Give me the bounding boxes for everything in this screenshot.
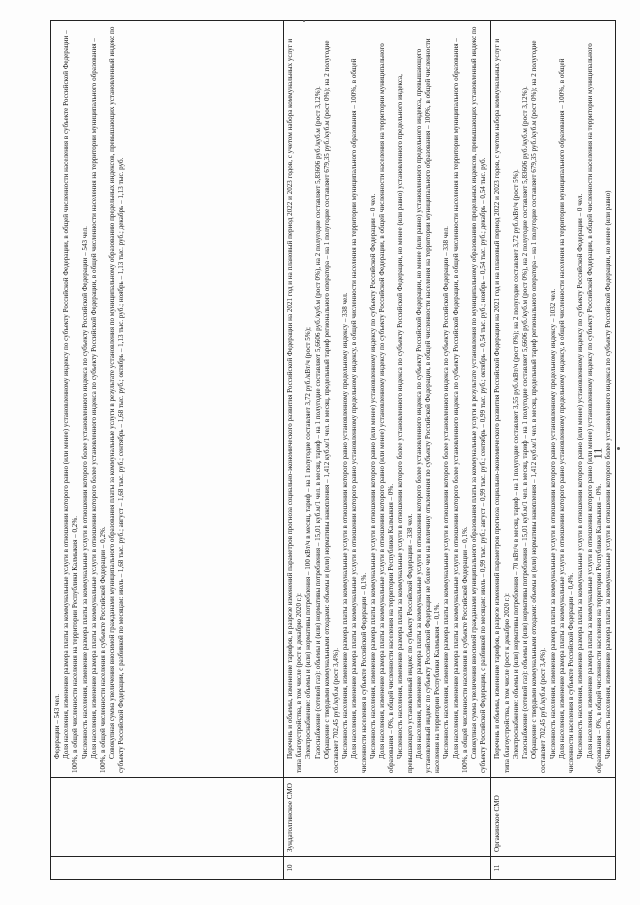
municipality-name	[51, 778, 284, 857]
paragraph: Газоснабжение (сетевой газ): объемы и (или) нормативы потребления – 15,01 куб.м/1 чел. в месяц, тариф – на 1 полугодие составляет 5,6606 руб./куб.м (рост 0%), на 2 полугодие составляет 5,83606 руб./куб.м (рост 3,12%).	[313, 86, 322, 759]
paragraph: Перечень и объемы, изменение тарифов, в разрезе изменений параметров прогноза социально-экономического развития Российской Федерации на 2021 год и на плановый период 2022 и 2023 годов, с учетом набора коммунальных услуг и типа благоустройства, в том числе (рост к декабрю 2020 г.):	[493, 38, 511, 773]
paragraph: Доля населения, изменение размера платы за коммунальные услуги в отношении которого равно установленному предельному индексу, в общей численности населения на территории муниципального образования – 100%, в общей численности населения в субъекте Российской Федерации – 0,1%.	[350, 58, 368, 773]
municipality-name: Зундатолгинское СМО	[284, 778, 491, 857]
paragraph: Газоснабжение (сетевой газ): объемы и (или) нормативы потребления – 15,01 куб.м/1 чел. в месяц, тариф – на 1 полугодие составляет 5,6606 руб./куб.м (рост 0%), на 2 полугодие составляет 5,83606 руб./куб.м (рост 3,12%).	[521, 86, 530, 759]
scan-speck	[303, 20, 305, 22]
paragraph: Перечень и объемы, изменение тарифов, в разрезе изменений параметров прогноза социально-экономического развития Российской Федерации на 2021 год и на плановый период 2022 и 2023 годов, с учетом набора коммунальных услуг и типа благоустройства, в том числе (рост к декабрю 2020 г.):	[286, 38, 304, 773]
paragraph: Доля населения, изменение размера платы за коммунальные услуги в отношении которого более установленного индекса по субъекту Российской Федерации, в общей численности населения на территории муниципального образования – 100%, в общей численности населения в субъекте Российской Федерации – 0,2%.	[89, 38, 108, 773]
table-row	[51, 21, 284, 880]
scan-speck	[617, 447, 620, 450]
paragraph: Обращение с твердыми коммунальными отходами: объемы и (или) нормативы накопления – 1,412 куб.м/1 чел. в месяц, предельный тариф регионального оператора – на 1 полугодие составляет 679,35 руб./куб.м (рост 0%); на 2 полугодие составляет 702,45 руб./куб.м (рост 3,4%).	[322, 40, 341, 773]
paragraph: Совокупная сумма увеличения вносимой гражданами муниципального образования платы за коммунальные услуги в результате установления по муниципальному образованию предельных индексов, превышающих установленный индекс по субъекту Российской Федерации, с разбивкой по месяцам: июль – 1,68 тыс. руб.; август – 1,68 тыс. руб.; сентябрь – 1,68 тыс. руб.; октябрь – 1,13 тыс. руб.; ноябрь – 1,13 тыс. руб.; декабрь – 1,13 тыс. руб.	[108, 26, 126, 773]
paragraph: Обращение с твердыми коммунальными отходами: объемы и (или) нормативы накопления – 1,412 куб.м/1 чел. в месяц, предельный тариф регионального оператора – на 1 полугодие составляет 679,35 руб./куб.м (рост 0%); на 2 полугодие составляет 702,45 руб./куб.м (рост 3,4%).	[530, 40, 548, 773]
paragraph: Численность населения, изменение размера платы за коммунальные услуги в отношении которого более установленного индекса по субъекту Российской Федерации, но менее (или равно)	[603, 190, 612, 759]
municipality-name: Оргакинское СМО	[491, 778, 616, 857]
row-number: 11	[491, 857, 616, 880]
page-number: 11	[590, 447, 605, 460]
row-description	[491, 21, 616, 778]
paragraph: Доля населения, изменение размера платы за коммунальные услуги в отношении которого более установленного индекса по субъекту Российской Федерации, в общей численности населения на территории муниципального образования – 100%, в общей численности населения в субъекте Российской Федерации – 0,1%.	[451, 38, 469, 773]
paragraph: Доля населения, изменение размера платы за коммунальные услуги в отношении которого равно (или менее) установленному индексу по субъекту Российской Федерации, в общей численности населения на территории муниципального образования – 0%, в общей численности населения на территории Республики Калмыкия – 0%.	[378, 43, 396, 773]
row-description	[51, 21, 284, 778]
paragraph: Электроснабжение: объемы и (или) нормативы потребления – 70 кВт/ч в месяц, тариф – на 1 полугодие составляет 3,55 руб./кВт/ч (рост 0%); на 2 полугодие составляет 3,72 руб./кВт/ч (рост 5%).	[511, 169, 520, 759]
row-number	[51, 857, 284, 880]
paragraph: Доля населения, изменение размера платы за коммунальные услуги в отношении которого равно (или менее) установленному индексу по субъекту Российской Федерации, в общей численности населения в субъекте Российской Федерации – 100%, в общей численности населения на территории Республики Калмыкия – 0,2%.	[62, 30, 80, 773]
paragraph: Численность населения, изменение размера платы за коммунальные услуги в отношении которого более установленного индекса по субъекту Российской Федерации, но менее (или равно) установленного предельного индекса, превышающего установленный индекс по субъекту Российской Федерации – 338 чел.	[396, 74, 414, 773]
table-row	[284, 21, 491, 880]
row-description	[284, 21, 491, 778]
rotated-content	[50, 20, 610, 880]
paragraph: Доля населения, изменение размера платы за коммунальные услуги в отношении которого равно (или менее) установленному индексу по субъекту Российской Федерации, в общей численности населения на территории муниципального образования – 0%, в общей численности населения на территории Республики Калмыкия – 0%.	[585, 43, 603, 773]
paragraph: Совокупная сумма увеличения вносимой гражданами муниципального образования платы за коммунальные услуги в результате установления по муниципальному образованию предельных индексов, превышающих установленный индекс по субъекту Российской Федерации, с разбивкой по месяцам: июль – 0,99 тыс. руб.; август – 0,99 тыс. руб.; сентябрь – 0,99 тыс. руб.; октябрь – 0,54 тыс. руб.; ноябрь – 0,54 тыс. руб.; декабрь – 0,54 тыс. руб.	[470, 26, 488, 773]
paragraph: Численность населения, изменение размера платы за коммунальные услуги в отношении которого равно установленному предельному индексу – 1032 чел.	[548, 288, 557, 759]
paragraph: Численность населения, изменение размера платы за коммунальные услуги в отношении которого более установленного индекса по субъекту Российской Федерации – 338 чел.	[442, 226, 451, 759]
paragraph: Численность населения, изменение размера платы за коммунальные услуги в отношении которого равно (или менее) установленному индексу по субъекту Российской Федерации – 0 чел.	[368, 193, 377, 759]
paragraph: Численность населения, изменение размера платы за коммунальные услуги в отношении которого равно (или менее) установленному индексу по субъекту Российской Федерации – 0 чел.	[576, 193, 585, 759]
row-number: 10	[284, 857, 491, 880]
paragraph: Численность населения, изменение размера платы за коммунальные услуги в отношении которого равно установленному предельному индексу – 338 чел.	[341, 292, 350, 759]
paragraph: Электроснабжение: объемы и (или) нормативы потребления – 100 кВт/ч в месяц, тариф – на 1 полугодие составляет 3,72 руб./кВт/ч (рост 5%);	[304, 326, 313, 759]
paragraph: Федерации – 543 чел.	[53, 693, 61, 759]
paragraph: Доля населения, изменение размера платы за коммунальные услуги в отношении которого более установленного индекса по субъекту Российской Федерации, но менее (или равно) установленного предельного индекса, превышающего установленный индекс по субъекту Российской Федерации не более чем на величину отклонения по субъекту Российской Федерации, в общей численности населения на территории муниципального образования – 100%, в общей численности населения на территории Республики Калмыкия – 0,1%.	[414, 38, 442, 773]
municipal-table	[50, 20, 616, 880]
paragraph: Численность населения, изменение размера платы за коммунальные услуги в отношении которого более установленного индекса по субъекту Российской Федерации – 543 чел.	[80, 226, 89, 759]
paragraph: Доля населения, изменение размера платы за коммунальные услуги в отношении которого равно установленному предельному индексу, в общей численности населения на территории муниципального образования – 100%, в общей численности населения в субъекте Российской Федерации – 0,4%.	[557, 58, 576, 773]
